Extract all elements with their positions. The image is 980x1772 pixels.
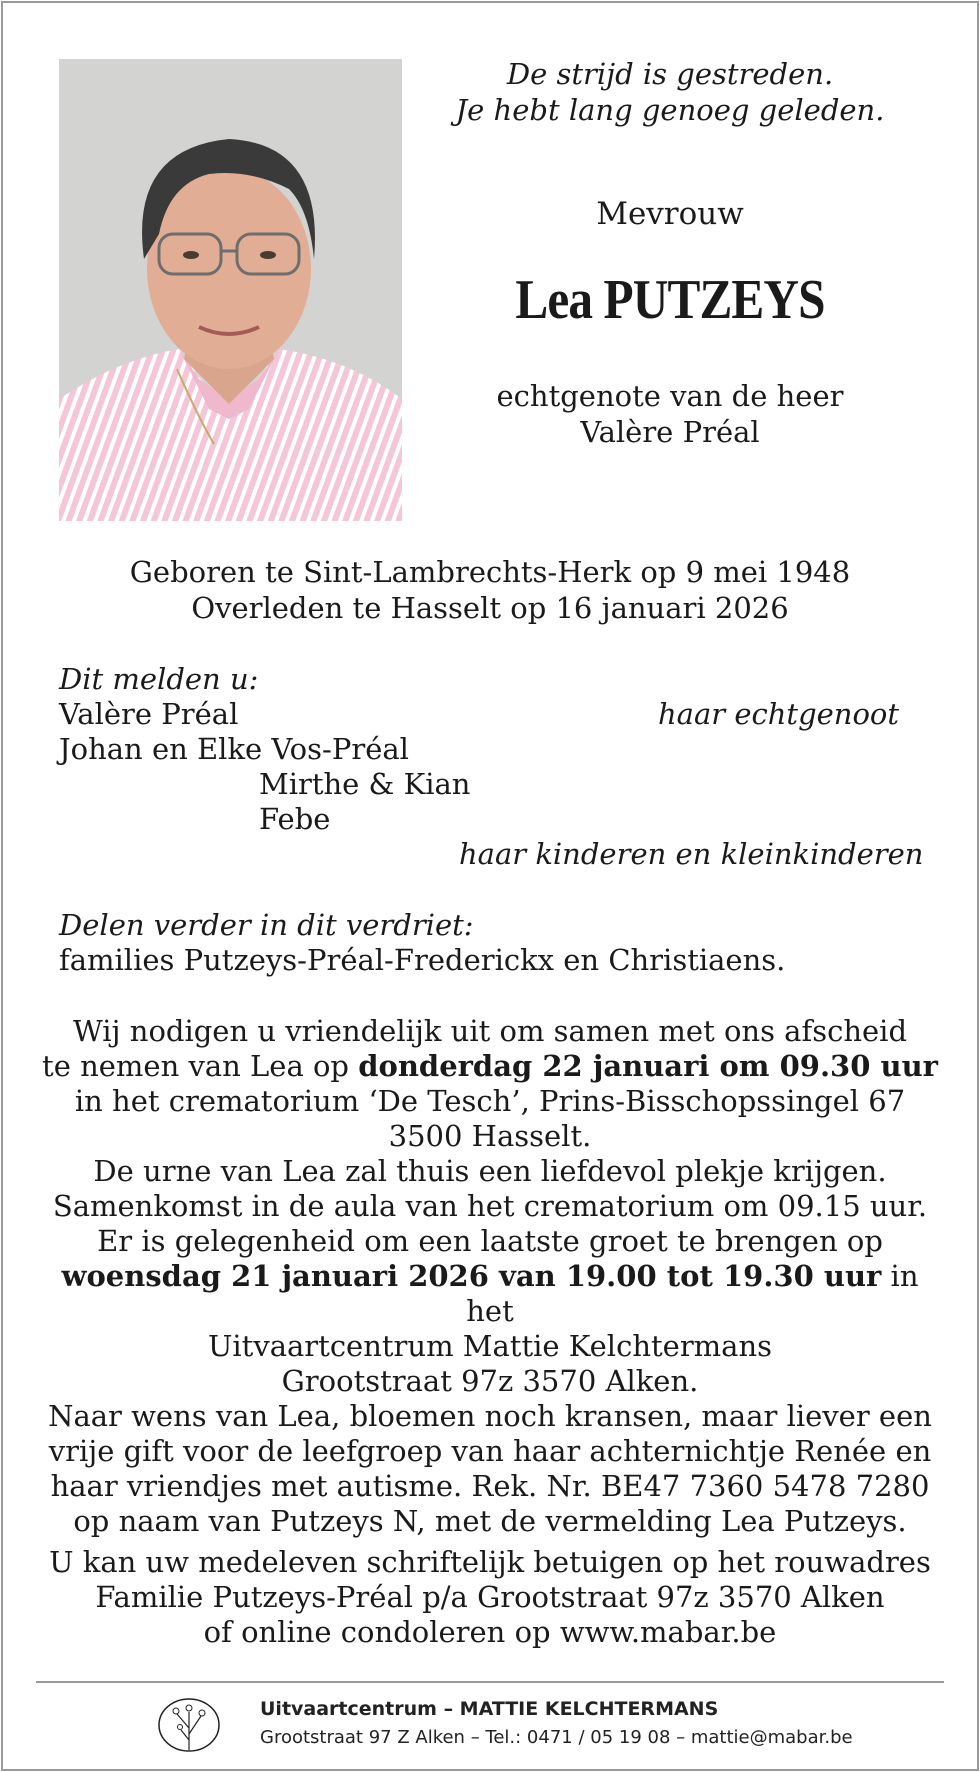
ceremony-line-3: in het crematorium ‘De Tesch’, Prins-Bisschopssingel 67	[74, 1084, 906, 1118]
quote-line-2: Je hebt lang genoeg geleden.	[455, 93, 885, 127]
ceremony-line-11: Naar wens van Lea, bloemen noch kransen, maar liever een	[48, 1399, 932, 1433]
condolence-line-3: of online condoleren op www.mabar.be	[203, 1615, 777, 1649]
condolence-line-2: Familie Putzeys-Préal p/a Grootstraat 97z 3570 Alken	[95, 1580, 885, 1614]
death-date: Overleden te Hasselt op 16 januari 2026	[191, 591, 789, 625]
spouse-line-1: echtgenote van de heer	[496, 379, 844, 413]
footer-divider	[36, 1681, 944, 1683]
ceremony-line-12: vrije gift voor de leefgroep van haar achternichtje Renée en	[48, 1434, 932, 1468]
ceremony-line-2-pre: te nemen van Lea op	[42, 1049, 359, 1083]
ceremony-line-13: haar vriendjes met autisme. Rek. Nr. BE47 7360 5478 7280	[50, 1469, 930, 1503]
ceremony-line-10: Grootstraat 97z 3570 Alken.	[281, 1364, 699, 1398]
husband-role: haar echtgenoot	[658, 697, 900, 731]
ceremony-line-7: Er is gelegenheid om een laatste groet te brengen op	[97, 1224, 883, 1258]
ceremony-line-4: 3500 Hasselt.	[388, 1119, 592, 1153]
flower-logo-icon	[155, 1694, 235, 1754]
ceremony-date: donderdag 22 januari om 09.30 uur	[358, 1049, 938, 1083]
ceremony-line-5: De urne van Lea zal thuis een liefdevol plekje krijgen.	[93, 1154, 887, 1188]
footer-contact: Grootstraat 97 Z Alken – Tel.: 0471 / 05 19 08 – mattie@mabar.be	[260, 1727, 853, 1748]
deceased-name: Lea PUTZEYS	[515, 269, 825, 331]
spouse-info	[440, 378, 900, 450]
ceremony-line-2	[40, 1049, 940, 1084]
children-names: Johan en Elke Vos-Préal	[59, 732, 409, 766]
condolence-line-1: U kan uw medeleven schriftelijk betuigen op het rouwadres	[49, 1545, 931, 1579]
funeral-home-footer	[155, 1694, 875, 1754]
grandchildren-2: Febe	[259, 802, 331, 836]
footer-company: Uitvaartcentrum – MATTIE KELCHTERMANS	[260, 1698, 719, 1720]
ceremony-line-8-post: in het	[466, 1259, 919, 1328]
life-dates	[0, 554, 980, 626]
birth-date: Geboren te Sint-Lambrechts-Herk op 9 mei 1948	[129, 555, 851, 589]
grandchildren-1: Mirthe & Kian	[259, 767, 471, 801]
ceremony-line-1: Wij nodigen u vriendelijk uit om samen met ons afscheid	[72, 1014, 908, 1048]
ceremony-line-6: Samenkomst in de aula van het crematorium om 09.15 uur.	[52, 1189, 928, 1223]
share-families: families Putzeys-Préal-Frederickx en Christiaens.	[59, 943, 786, 977]
opening-quote	[440, 56, 900, 128]
share-heading: Delen verder in dit verdriet:	[59, 908, 474, 942]
condolence-text	[40, 1545, 940, 1650]
spouse-line-2: Valère Préal	[580, 415, 760, 449]
title-prefix: Mevrouw	[596, 196, 744, 232]
visitation-date: woensdag 21 januari 2026 van 19.00 tot 19.30 uur	[61, 1259, 882, 1293]
ceremony-line-9: Uitvaartcentrum Mattie Kelchtermans	[207, 1329, 773, 1363]
ceremony-text	[40, 1014, 940, 1539]
children-role: haar kinderen en kleinkinderen	[459, 837, 924, 871]
ceremony-line-8	[40, 1259, 940, 1329]
portrait-illustration	[59, 59, 402, 521]
quote-line-1: De strijd is gestreden.	[506, 57, 834, 91]
husband-name: Valère Préal	[59, 697, 239, 731]
announcers-heading: Dit melden u:	[59, 662, 259, 696]
portrait-photo	[59, 59, 402, 521]
ceremony-line-14: op naam van Putzeys N, met de vermelding Lea Putzeys.	[73, 1504, 907, 1538]
